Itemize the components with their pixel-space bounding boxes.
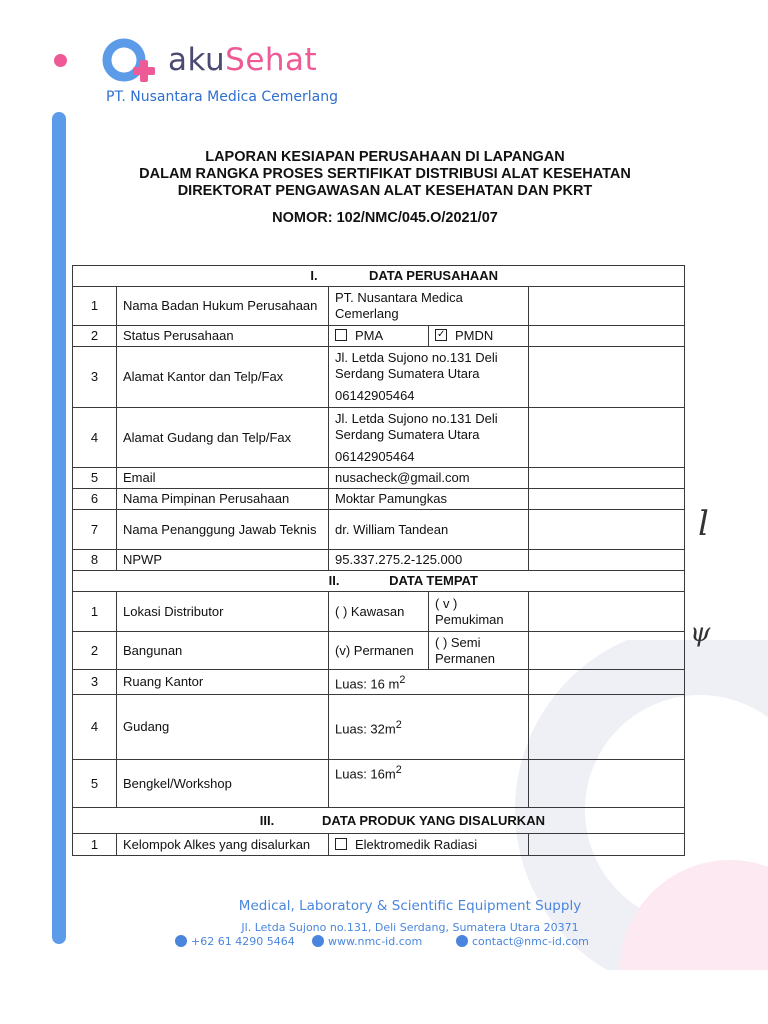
- email-icon: [456, 935, 468, 947]
- table-row: 1 Kelompok Alkes yang disalurkan Elektromedik Radiasi: [73, 834, 685, 856]
- aku-sehat-logo-icon: [98, 35, 158, 95]
- section-header-row: II. DATA TEMPAT: [73, 571, 685, 592]
- table-row: 4 Gudang Luas: $32m^2$: [73, 695, 685, 760]
- decorative-sidebar-bar: [52, 112, 66, 944]
- pmdn-checkbox[interactable]: [435, 329, 447, 341]
- footer-website[interactable]: www.nmc-id.com: [312, 935, 422, 948]
- table-row: 5 Email nusacheck@gmail.com: [73, 468, 685, 489]
- company-name: PT. Nusantara Medica Cemerlang: [106, 89, 338, 105]
- table-row: 1 Lokasi Distributor ( ) Kawasan ( v ) Pemukiman: [73, 592, 685, 632]
- section-header-row: III. DATA PRODUK YANG DISALURKAN: [73, 808, 685, 834]
- table-row: 7 Nama Penanggung Jawab Teknis dr. William Tandean: [73, 510, 685, 550]
- handwritten-initial: l: [698, 504, 709, 544]
- footer-phone: +62 61 4290 5464: [175, 935, 295, 948]
- decorative-dot: [54, 54, 67, 67]
- table-row: 1 Nama Badan Hukum Perusahaan PT. Nusantara Medica Cemerlang: [73, 287, 685, 326]
- table-row: 3 Ruang Kantor Luas: 16 $m^2$: [73, 670, 685, 695]
- section-header-row: I. DATA PERUSAHAAN: [73, 266, 685, 287]
- globe-icon: [312, 935, 324, 947]
- handwritten-initial: ψ: [690, 618, 711, 648]
- table-row: 3 Alamat Kantor dan Telp/Fax Jl. Letda Sujono no.131 Deli Serdang Sumatera Utara 06142905464: [73, 347, 685, 408]
- table-row: 4 Alamat Gudang dan Telp/Fax Jl. Letda Sujono no.131 Deli Serdang Sumatera Utara 06142905464: [73, 408, 685, 468]
- table-row: 5 Bengkel/Workshop Luas: $16m^2$: [73, 760, 685, 808]
- table-row: 8 NPWP 95.337.275.2-125.000: [73, 550, 685, 571]
- footer-tagline: Medical, Laboratory & Scientific Equipment Supply: [238, 898, 582, 914]
- pma-checkbox[interactable]: [335, 329, 347, 341]
- document-number: NOMOR: 102/NMC/045.O/2021/07: [272, 210, 498, 226]
- brand-name: akuSehat: [168, 42, 318, 78]
- table-row: 2 Status Perusahaan PMA ✓ PMDN: [73, 326, 685, 347]
- elektromedik-checkbox[interactable]: [335, 838, 347, 850]
- table-row: 2 Bangunan (v) Permanen ( ) Semi Permanen: [73, 632, 685, 670]
- table-row: 6 Nama Pimpinan Perusahaan Moktar Pamungkas: [73, 489, 685, 510]
- footer-address: Jl. Letda Sujono no.131, Deli Serdang, Sumatera Utara 20371: [241, 921, 579, 934]
- phone-icon: [175, 935, 187, 947]
- document-title: LAPORAN KESIAPAN PERUSAHAAN DI LAPANGAN DALAM RANGKA PROSES SERTIFIKAT DISTRIBUSI ALAT KESEHATAN DIREKTORAT PENGAWASAN ALAT KESEHATAN DAN PKRT: [139, 149, 631, 199]
- report-table: [72, 265, 685, 856]
- footer-email[interactable]: contact@nmc-id.com: [456, 935, 589, 948]
